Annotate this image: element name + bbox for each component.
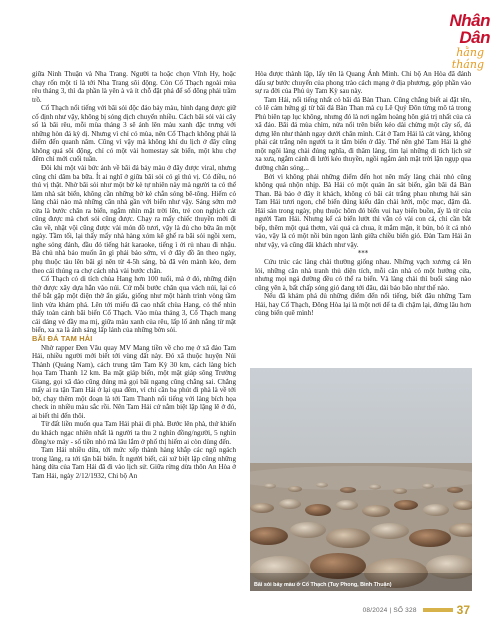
page-number: 37 (456, 603, 470, 617)
logo-main-text: Nhân Dân (449, 11, 490, 47)
page-footer (363, 603, 470, 617)
article-column-left (32, 70, 236, 480)
issue-info: 08/2024 | SỐ 328 (362, 606, 417, 614)
article-column-right (255, 70, 471, 318)
paragraph: Đôi khi một vài bức ảnh về bãi đá bảy màu ở đây được viral, nhưng cũng chỉ dâm ba bữa. Ít ai nghĩ ở giữa bãi sỏi có gì thú vị. Có điều, nó thú vị thật. Nhờ bãi sỏi như một bờ kè tự nhiên này mà người ta có thể làm nhà sát biển, không cần những bờ kè chắn sóng bê-tông. Hiếm có làng chài nào mà những căn nhà gần với biển như vậy. Sáng sớm mở cửa là bước chân ra biển, ngắm nhìn mặt trời lên, trẻ con nghịch cát cũng được mà chơi sỏi cũng được. Chạy ra mấy chiếc thuyền mới đi câu về, nhặt vội cũng được vài món đồ tươi, vậy là đủ cho bữa ăn một ngày. Tầm tối, lại thấy mấy nhà hàng xóm kê ghế ra bãi sỏi ngồi xem, nghe sóng đánh, đầu đó tiếng hát karaoke, tiếng ì ới rủ nhau đi nhậu. Bà chủ nhà bảo muốn ăn gì phải báo sớm, vì ở đây đồ ăn theo ngày, phụ thuộc tàu lên bãi gì nên từ 4-5h sáng, bà đã vén mành kéo, đem theo cái thúng ra chợ cách nhà vài bước chân. (32, 164, 236, 275)
section-divider: *** (357, 249, 369, 258)
paragraph: Nếu đã khám phá đủ những điểm đến nổi tiếng, biết đâu những Tam Hải, hay Cổ Thạch, Đông Hòa lại là một nơi để ta đi chậm lại, đừng lâu hơn cùng biển quê mình! (255, 292, 471, 318)
paragraph: Từ đất liền muốn qua Tam Hải phải đi phà. Bước lên phà, thứ khiến du khách ngạc nhiên nhất là người ta thu 2 nghìn đồng/người, 5 nghìn đồng/xe máy - số tiền nhỏ mà lâu lắm ở phố thị hiếm ai còn dùng đến. (32, 420, 236, 446)
pebble-illustration (250, 368, 472, 591)
paragraph: Nhờ rapper Đen Vâu quay MV Mang tiền về cho mẹ ở xã đảo Tam Hải, nhiều người mới biết tới vùng đất này. Đó xã thuộc huyện Núi Thành (Quảng Nam), cách trung tâm Tam Kỳ 30 km, cách làng bích họa Tam Thanh 12 km. Ba mặt giáp biển, một mặt giáp sông Trường Giang, gọi xã đảo cũng đúng mà gọi bãi ngang cũng chẳng sai. Chẳng mấy ai ra tận Tam Hải ở lại qua đêm, vì chỉ cần ba phút đi phà là về tới bờ, chạy thêm một đoạn là tới Tam Thanh nổi tiếng với làng bích họa check in nhiều màu sắc rồi. Nên Tam Hải cứ nằm biệt lập lặng lẽ ở đó, ai biết thì đến thôi. (32, 343, 236, 420)
footer-accent-bar (423, 608, 453, 612)
pebble-beach-photo (250, 368, 472, 591)
paragraph: Hòa được thành lập, lấy tên là Quang Ánh Minh. Chi bộ An Hòa đã đánh dấu sự bước chuyển của phong trào cách mạng ở địa phương, góp phần vào sự ra đời của Phủ ủy Tam Kỳ sau này. (255, 70, 471, 96)
paragraph: Bởi vì không phải những điểm đến hot nên mấy làng chài nhỏ cũng không quá nhộn nhịp. Bà Hải có một quán ăn sát biển, gần bãi đá Bàn Than. Bà bảo ở đây ít khách, không có bãi cát trắng phau nhưng hải sản Tam Hải tươi ngon, chế biến đúng kiểu dân chài lưới, mộc mạc, đậm đà. Hải sản trong ngày, phụ thuộc hôm đó biển vui hay biển buồn, ấy là từ của người Tam Hải. Nhưng kể cả biển lướt thì vẫn có vài con cá, chỉ cần bắt bếp, thêm một quả thơm, vài quả cà chua, ít mắm mặn, ít bún, bỏ ít cá nhỏ vào, vậy là có một nồi bún ngon lành giữa chiều biển gió. Đàn Tam Hải ăn như vậy, và cũng đãi khách như vậy. (255, 172, 471, 249)
paragraph: Cổ Thạch có di tích chùa Hang hơn 100 tuổi, mà ở đó, những điện thờ được xây dựa hẳn vào núi. Cứ mỗi bước chân qua vách núi, lại có thể bắt gặp một điện thờ ẩn giấu, giống như một hành trình vòng tầm linh vừa khám phá. Lên tới miếu đã cao nhất chùa Hang, có thể nhìn thấy toàn cảnh bãi biển Cổ Thạch. Vào mùa tháng 3, Cổ Thạch mang cái dáng vẻ đầy ma mị, giữa màu xanh của rêu, lấp lố ánh nắng từ mặt biển, xa xa là ánh sáng lấp lánh của những bờn sỏi. (32, 275, 236, 335)
logo-sub-text: hằng tháng (451, 46, 484, 71)
photo-caption: Bãi sỏi bảy màu ở Cổ Thạch (Tuy Phong, Bình Thuận) (254, 582, 392, 588)
publication-logo (428, 11, 490, 71)
section-heading: BÃI ĐÁ TAM HẢI (32, 333, 93, 343)
paragraph: Tam Hải, nổi tiếng nhất có bãi đá Bàn Than. Cũng chẳng biết ai đặt tên, có lẽ cảm hứng gì từ bãi đá Bàn Than mà cụ Lê Quý Đôn từng mô tả trong Phủ biên tạp lục không, nhưng đó là nơi ngắm hoàng hôn giá trị nhất của cả xã đảo. Bãi đá mùa chìm, nửa nổi trên biển kéo dài chừng một cây số, đá dựng lên như thành ngay dưới chân mình. Cát ở Tam Hải là cát vàng, không phải cát trắng nên người ta ít tắm biển ở đây. Thế nên ghé Tam Hải là ghé một ngôi làng chài đúng nghĩa, đi thăm làng, tìm lại những di tích lịch sử xa xưa, ngắm cảnh đi lưới kéo thuyền, ngồi ngắm ánh mặt trời lặn ngụp qua đường chân sóng... (255, 95, 472, 173)
paragraph: giữa Ninh Thuận và Nha Trang. Người ta hoặc chọn Vĩnh Hy, hoặc chạy rốn một tí là tới Nha Trang sôi động. Còn Cổ Thạch ngoài mùa rêu tháng 3, thì đa phần là yên à và ít chỗ đặt phả để số đông phải trầm trồ. (32, 70, 236, 104)
paragraph: Tam Hải nhiều dừa, tới mức xếp thành hàng khắp các ngõ ngách trong làng, ra tới tận bãi biển. Ít người biết, cái xứ biệt lập cũng những hàng dừa của Tam Hải đã đi vào lịch sử. Giữa rừng dừa thôn An Hòa ở Tam Hải, ngày 2/12/1932, Chi bộ An (32, 446, 236, 480)
paragraph: Cứu trúc các làng chài thường giống nhau. Những vạch xương cá lên lỏi, những căn nhà tranh thủ diện tích, mỗi căn nhà có một hướng cửa, nhưng mọi ngả đường đều có thể ra biển. Và làng chài thì buổi sáng nào cũng yên à, bất chấp sóng gió đang tới đâu, dài báo bão như thế nào. (255, 258, 471, 292)
paragraph: Cổ Thạch nổi tiếng với bãi sỏi độc đáo bảy màu, hình dạng được giữ cố định như vậy, không bị sóng dịch chuyển nhiều. Cách bãi sỏi vài cây số là bãi rêu, mỗi mùa tháng 3 sẽ ánh lên màu xanh đặc trưng với những hòn đá kỳ dị. Nhưng vì chỉ có mùa, nên Cổ Thạch không phải là điểm đến quanh năm. Cũng vì vậy mà không khí du lịch ở đây cũng không quá sôi động, chỉ có một vài homestay sát biển, một khu chợ đêm chỉ mới cuối tuần. (32, 104, 236, 164)
